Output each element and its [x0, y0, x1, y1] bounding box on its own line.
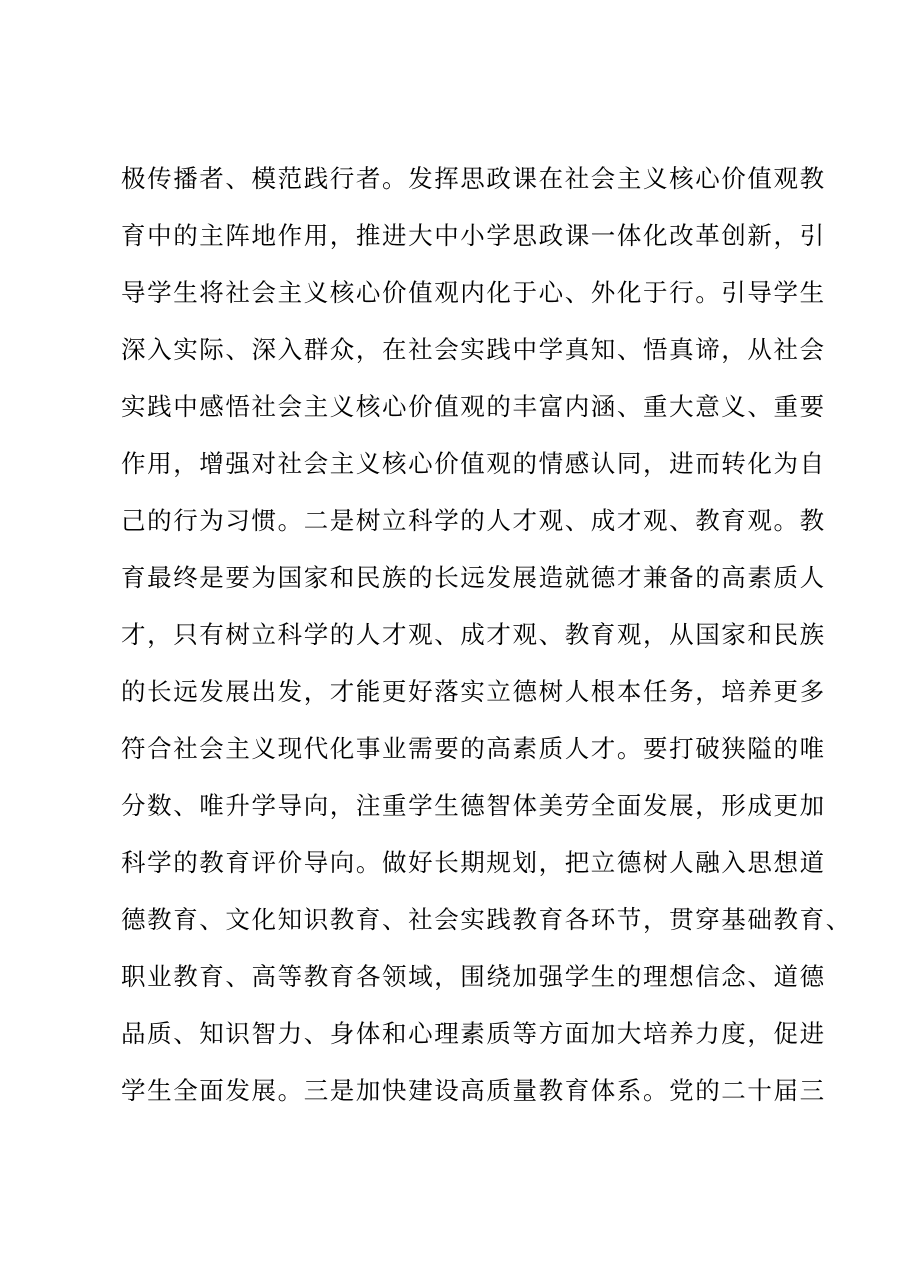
text-line: 学生全面发展。三是加快建设高质量教育体系。党的二十届三	[121, 1076, 826, 1105]
text-line: 育最终是要为国家和民族的长远发展造就德才兼备的高素质人	[121, 563, 826, 592]
text-line: 极传播者、模范践行者。发挥思政课在社会主义核心价值观教	[121, 164, 826, 193]
text-line: 科学的教育评价导向。做好长期规划，把立德树人融入思想道	[121, 848, 826, 877]
text-line: 导学生将社会主义核心价值观内化于心、外化于行。引导学生	[121, 278, 826, 307]
text-line: 分数、唯升学导向，注重学生德智体美劳全面发展，形成更加	[121, 791, 826, 820]
text-line: 德教育、文化知识教育、社会实践教育各环节，贯穿基础教育、	[121, 905, 852, 934]
text-line: 的长远发展出发，才能更好落实立德树人根本任务，培养更多	[121, 677, 826, 706]
text-line: 深入实际、深入群众，在社会实践中学真知、悟真谛，从社会	[121, 335, 826, 364]
text-line: 己的行为习惯。二是树立科学的人才观、成才观、教育观。教	[121, 506, 826, 535]
text-line: 实践中感悟社会主义核心价值观的丰富内涵、重大意义、重要	[121, 392, 826, 421]
body-paragraph	[121, 150, 852, 1119]
text-line: 才，只有树立科学的人才观、成才观、教育观，从国家和民族	[121, 620, 826, 649]
text-line: 作用，增强对社会主义核心价值观的情感认同，进而转化为自	[121, 449, 826, 478]
text-line: 育中的主阵地作用，推进大中小学思政课一体化改革创新，引	[121, 221, 826, 250]
text-line: 品质、知识智力、身体和心理素质等方面加大培养力度，促进	[121, 1019, 826, 1048]
text-line: 职业教育、高等教育各领域，围绕加强学生的理想信念、道德	[121, 962, 826, 991]
text-line: 符合社会主义现代化事业需要的高素质人才。要打破狭隘的唯	[121, 734, 826, 763]
